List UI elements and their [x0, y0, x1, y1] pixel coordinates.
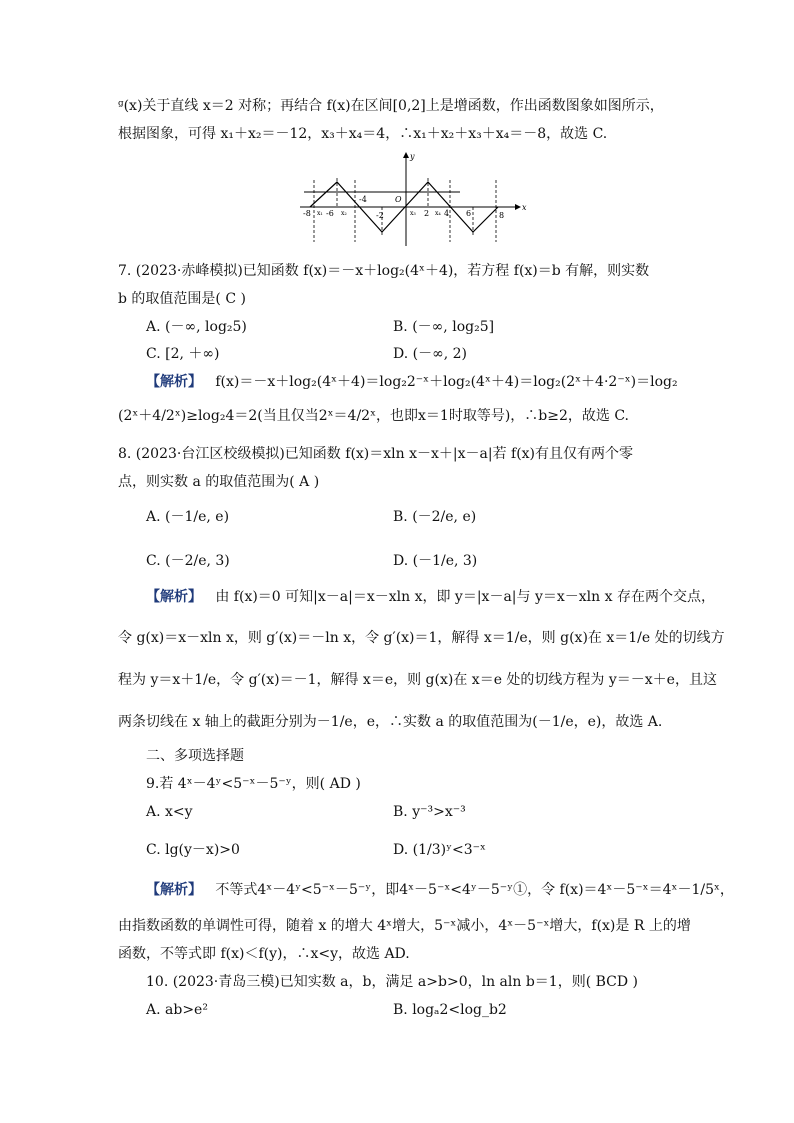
option-a: A. (－∞, log₂5)	[146, 319, 247, 335]
x-axis-label: x	[522, 203, 527, 212]
tick-label: x₂	[341, 210, 347, 217]
solution-line: 两条切线在 x 轴上的截距分别为－1/e，e，∴实数 a 的取值范围为(－1/e，e)，故选 A.	[118, 714, 663, 730]
option-d: D. (－1/e, 3)	[393, 553, 478, 569]
option-d: D. (－∞, 2)	[393, 346, 468, 362]
question-8: 8. (2023·台江区校级模拟)已知函数 f(x)＝xln x－x＋|x－a|若 f(x)有且仅有两个零	[118, 446, 634, 462]
y-axis-label: y	[410, 152, 415, 161]
tick-label: 2	[424, 209, 430, 218]
question-10: 10. (2023·青岛三模)已知实数 a，b，满足 a>b>0，ln aln b＝1，则( BCD )	[146, 974, 639, 990]
analysis-label: 【解析】	[146, 374, 202, 390]
solution-line	[146, 372, 678, 392]
option-a: A. (－1/e, e)	[146, 509, 230, 525]
solution-text: 由 f(x)＝0 可知|x－a|＝x－xln x，即 y＝|x－a|与 y＝x－xln x 存在两个交点，	[215, 589, 715, 605]
option-c: C. [2, ＋∞)	[146, 346, 220, 362]
tick-label: x₁	[317, 210, 323, 217]
option-a: A. x<y	[146, 804, 193, 820]
solution-line: 函数，不等式即 f(x)＜f(y)，∴x<y，故选 AD.	[118, 946, 410, 962]
solution-line: (2ˣ＋4/2ˣ)≥log₂4＝2(当且仅当2ˣ＝4/2ˣ，也即x＝1时取等号)，∴b≥2，故选 C.	[118, 408, 629, 424]
analysis-label: 【解析】	[146, 882, 202, 898]
text-line: 点，则实数 a 的取值范围为( A )	[118, 474, 320, 490]
tick-label: x₃	[410, 210, 416, 217]
solution-line	[146, 587, 715, 607]
option-c: C. lg(y－x)>0	[146, 842, 240, 858]
tick-label: 6	[466, 209, 472, 218]
solution-text: 不等式4ˣ－4ʸ<5⁻ˣ－5⁻ʸ，即4ˣ－5⁻ˣ<4ʸ－5⁻ʸ①，令 f(x)＝4ˣ－5⁻ˣ＝4ˣ－1/5ˣ，	[215, 882, 734, 898]
tick-label: 8	[499, 211, 505, 220]
question-9: 9.若 4ˣ－4ʸ<5⁻ˣ－5⁻ʸ，则( AD )	[146, 776, 361, 792]
solution-line: 程为 y＝x＋1/e，令 g′(x)＝－1，解得 x＝e，则 g(x)在 x＝e 处的切线方程为 y＝－x＋e，且这	[118, 672, 717, 688]
tick-label: O	[395, 195, 402, 204]
analysis-label: 【解析】	[146, 589, 202, 605]
tick-label: -2	[376, 211, 384, 220]
text-line: 根据图象，可得 x₁＋x₂＝－12，x₃＋x₄＝4，∴x₁＋x₂＋x₃＋x₄＝－8，故选 C.	[118, 126, 608, 142]
option-b: B. (－2/e, e)	[393, 509, 477, 525]
tick-label: x₄	[435, 210, 441, 217]
option-b: B. y⁻³>x⁻³	[393, 804, 466, 820]
tick-label: -8	[303, 209, 311, 218]
tick-label: -6	[326, 209, 334, 218]
solution-line: 由指数函数的单调性可得，随着 x 的增大 4ˣ增大，5⁻ˣ减小，4ˣ－5⁻ˣ增大，f(x)是 R 上的增	[118, 918, 691, 934]
option-b: B. logₐ2<log_b2	[393, 1002, 507, 1018]
text-line: b 的取值范围是( C )	[118, 291, 246, 307]
solution-text: f(x)＝－x＋log₂(4ˣ＋4)＝log₂2⁻ˣ＋log₂(4ˣ＋4)＝log₂(2ˣ＋4·2⁻ˣ)＝log₂	[215, 374, 678, 390]
question-7: 7. (2023·赤峰模拟)已知函数 f(x)＝－x＋log₂(4ˣ＋4)，若方程 f(x)＝b 有解，则实数	[118, 263, 650, 279]
option-a: A. ab>e²	[146, 1002, 208, 1018]
option-d: D. (1/3)ʸ<3⁻ˣ	[393, 842, 486, 858]
section-heading: 二、多项选择题	[146, 748, 244, 764]
text-line: ᵍ(x)关于直线 x＝2 对称；再结合 f(x)在区间[0,2]上是增函数，作出函数图象如图所示，	[118, 98, 664, 114]
function-graph	[300, 150, 530, 248]
solution-line	[146, 880, 734, 900]
solution-line: 令 g(x)＝x－xln x，则 g′(x)＝－ln x，令 g′(x)＝1，解得 x＝1/e，则 g(x)在 x＝1/e 处的切线方	[118, 630, 725, 646]
tick-label: 4	[444, 209, 450, 218]
option-b: B. (－∞, log₂5]	[393, 319, 495, 335]
tick-label: -4	[359, 195, 367, 204]
option-c: C. (－2/e, 3)	[146, 553, 230, 569]
